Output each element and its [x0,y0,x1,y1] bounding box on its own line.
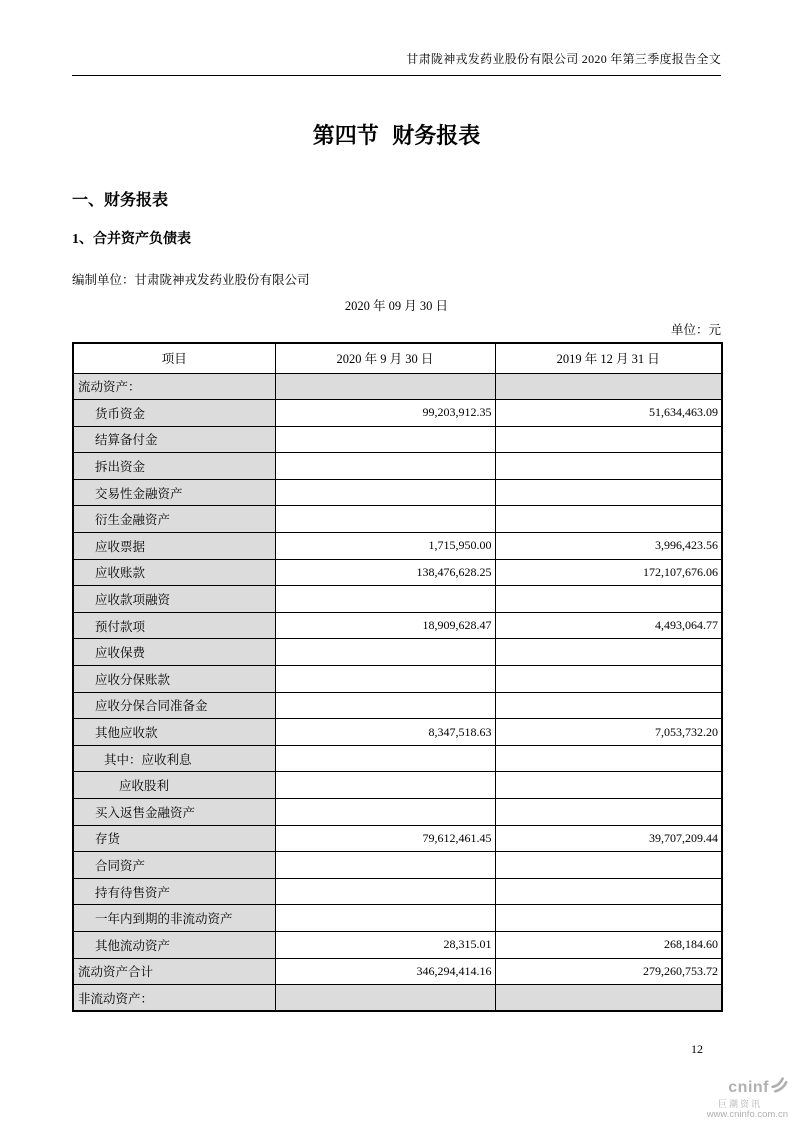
row-value-2019 [495,878,722,905]
document-header [72,50,721,76]
table-header-row [73,343,722,373]
row-value-2020 [275,878,495,905]
balance-sheet-body [73,373,722,1011]
row-value-2020 [275,985,495,1012]
row-value-2020 [275,639,495,666]
table-row [73,479,722,506]
row-label: 应收分保合同准备金 [73,692,275,719]
column-header-item: 项目 [73,343,275,373]
row-value-2020 [275,692,495,719]
row-value-2020 [275,905,495,932]
row-label: 持有待售资产 [73,878,275,905]
row-value-2020: 99,203,912.35 [275,400,495,427]
table-row [73,373,722,400]
row-value-2020: 8,347,518.63 [275,719,495,746]
row-label: 其他应收款 [73,719,275,746]
table-row [73,985,722,1012]
table-row [73,612,722,639]
row-label: 其他流动资产 [73,931,275,958]
row-value-2020: 1,715,950.00 [275,533,495,560]
row-label: 买入返售金融资产 [73,799,275,826]
row-value-2019 [495,506,722,533]
row-value-2020: 18,909,628.47 [275,612,495,639]
cninfo-logo-subtext: 巨潮资讯 [717,1099,762,1109]
row-value-2019: 172,107,676.06 [495,559,722,586]
table-row [73,639,722,666]
row-value-2019 [495,479,722,506]
row-value-2019 [495,799,722,826]
row-label: 流动资产： [73,373,275,400]
table-row [73,719,722,746]
row-value-2020 [275,666,495,693]
row-label: 应收股利 [73,772,275,799]
table-row [73,453,722,480]
row-value-2019 [495,586,722,613]
row-value-2020 [275,373,495,400]
row-value-2020 [275,586,495,613]
row-value-2019 [495,373,722,400]
row-value-2019 [495,905,722,932]
table-row [73,559,722,586]
table-row [73,799,722,826]
table-row [73,586,722,613]
cninfo-logo-url: www.cninfo.com.cn [706,1109,788,1120]
cninfo-logo-text: cninf [728,1078,769,1096]
table-row [73,958,722,985]
page-title: 第四节 财务报表 [312,123,481,148]
row-value-2020 [275,453,495,480]
row-value-2019 [495,772,722,799]
row-value-2020 [275,745,495,772]
table-row [73,400,722,427]
balance-sheet-table [72,342,723,1012]
row-value-2019 [495,745,722,772]
row-label: 应收票据 [73,533,275,560]
cninfo-logo [684,1076,788,1121]
table-row [73,506,722,533]
row-value-2019: 3,996,423.56 [495,533,722,560]
row-value-2020 [275,799,495,826]
cninfo-logo-top [684,1076,788,1099]
row-label: 其中：应收利息 [73,745,275,772]
row-label: 一年内到期的非流动资产 [73,905,275,932]
row-value-2020 [275,772,495,799]
table-row [73,533,722,560]
table-row [73,772,722,799]
row-label: 流动资产合计 [73,958,275,985]
row-value-2019: 7,053,732.20 [495,719,722,746]
row-value-2019 [495,692,722,719]
unit-label: 单位：元 [670,323,721,337]
table-row [73,852,722,879]
table-row [73,878,722,905]
report-date: 2020 年 09 月 30 日 [344,299,449,313]
row-value-2020 [275,426,495,453]
section-heading-financial-statements: 一、财务报表 [72,192,169,209]
row-label: 交易性金融资产 [73,479,275,506]
row-label: 应收分保账款 [73,666,275,693]
table-row [73,745,722,772]
row-value-2019 [495,639,722,666]
table-row [73,931,722,958]
table-row [73,426,722,453]
row-value-2019: 39,707,209.44 [495,825,722,852]
row-value-2020 [275,479,495,506]
row-label: 预付款项 [73,612,275,639]
row-value-2020 [275,506,495,533]
column-header-2020: 2020 年 9 月 30 日 [275,343,495,373]
table-row [73,692,722,719]
row-value-2020: 346,294,414.16 [275,958,495,985]
row-value-2019: 279,260,753.72 [495,958,722,985]
row-value-2019: 268,184.60 [495,931,722,958]
row-label: 应收保费 [73,639,275,666]
row-label: 合同资产 [73,852,275,879]
row-label: 拆出资金 [73,453,275,480]
header-title: 甘肃陇神戎发药业股份有限公司 2020 年第三季度报告全文 [406,52,721,66]
page-number: 12 [691,1042,703,1056]
row-value-2019 [495,426,722,453]
row-label: 衍生金融资产 [73,506,275,533]
row-value-2019 [495,666,722,693]
row-value-2020: 79,612,461.45 [275,825,495,852]
row-value-2020: 28,315.01 [275,931,495,958]
cninfo-swirl-icon [770,1076,788,1099]
prepared-by-line: 编制单位：甘肃陇神戎发药业股份有限公司 [72,273,310,287]
row-label: 应收账款 [73,559,275,586]
row-value-2020 [275,852,495,879]
row-value-2019 [495,453,722,480]
row-value-2020: 138,476,628.25 [275,559,495,586]
table-row [73,825,722,852]
row-value-2019 [495,852,722,879]
section-heading-balance-sheet: 1、合并资产负债表 [72,232,191,247]
row-value-2019: 4,493,064.77 [495,612,722,639]
row-value-2019: 51,634,463.09 [495,400,722,427]
table-row [73,905,722,932]
row-label: 存货 [73,825,275,852]
row-label: 货币资金 [73,400,275,427]
row-value-2019 [495,985,722,1012]
row-label: 应收款项融资 [73,586,275,613]
column-header-2019: 2019 年 12 月 31 日 [495,343,722,373]
row-label: 非流动资产： [73,985,275,1012]
table-row [73,666,722,693]
row-label: 结算备付金 [73,426,275,453]
